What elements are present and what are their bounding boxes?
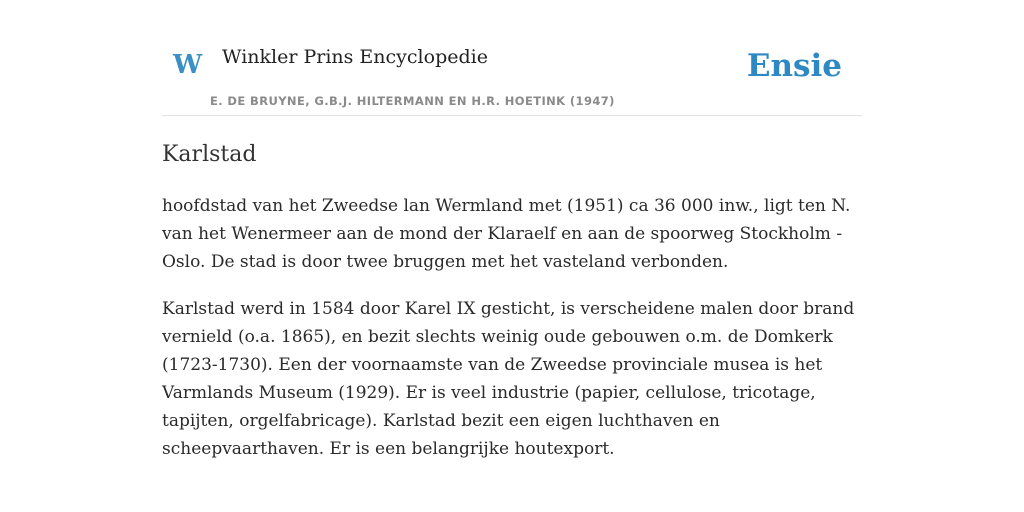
source-header <box>162 0 862 116</box>
paragraph-line: (1723-1730). Een der voornaamste van de Zweedse provinciale musea is het <box>162 355 823 376</box>
article-paragraph <box>162 295 862 463</box>
winkler-prins-logo[interactable]: W <box>173 50 203 80</box>
paragraph-line: Karlstad werd in 1584 door Karel IX gesticht, is verscheidene malen door brand <box>162 299 855 320</box>
paragraph-line: hoofdstad van het Zweedse lan Wermland met (1951) ca 36 000 inw., ligt ten N. <box>162 196 851 217</box>
source-title[interactable]: Winkler Prins Encyclopedie <box>222 46 488 68</box>
article-container <box>162 0 862 463</box>
paragraph-line: tapijten, orgelfabricage). Karlstad bezit een eigen luchthaven en <box>162 411 720 432</box>
paragraph-line: vernield (o.a. 1865), en bezit slechts weinig oude gebouwen o.m. de Domkerk <box>162 327 833 348</box>
source-authors: E. DE BRUYNE, G.B.J. HILTERMANN EN H.R. HOETINK (1947) <box>210 94 615 108</box>
ensie-logo-link[interactable]: Ensie <box>746 48 842 84</box>
paragraph-line: Oslo. De stad is door twee bruggen met het vasteland verbonden. <box>162 252 729 273</box>
article-paragraph <box>162 192 862 276</box>
article-title: Karlstad <box>162 142 257 167</box>
paragraph-line: van het Wenermeer aan de mond der Klaraelf en aan de spoorweg Stockholm - <box>162 224 843 245</box>
paragraph-line: Varmlands Museum (1929). Er is veel industrie (papier, cellulose, tricotage, <box>162 383 816 404</box>
paragraph-line: scheepvaarthaven. Er is een belangrijke houtexport. <box>162 439 615 460</box>
